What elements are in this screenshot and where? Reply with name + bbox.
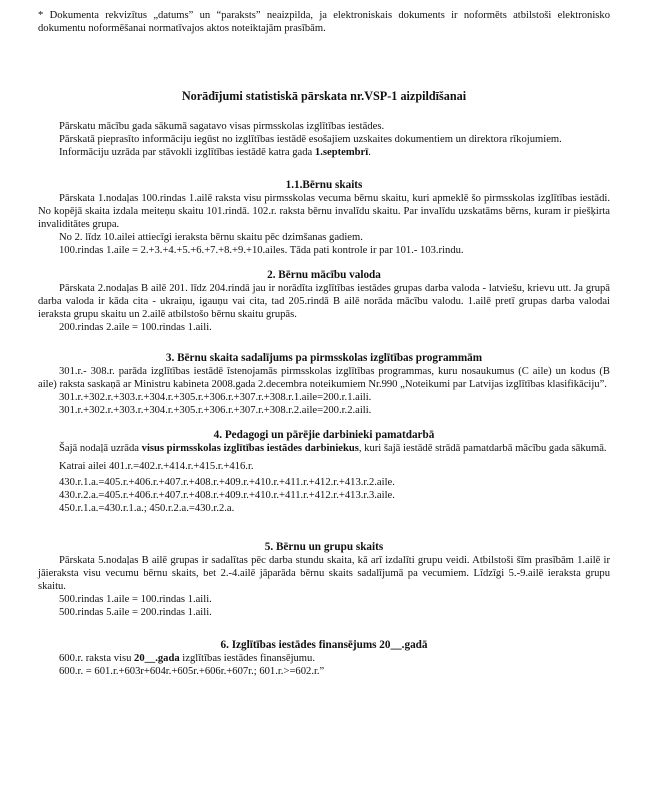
section-4-heading: 4. Pedagogi un pārējie darbinieki pamatdarbā: [213, 429, 435, 441]
section-4-text-end: , kuri šajā iestādē strādā pamatdarbā mācību gada sākumā.: [358, 443, 607, 454]
section-1-1: [38, 179, 610, 257]
section-5: [38, 541, 610, 619]
section-4-text-start: Šajā nodaļā uzrāda: [59, 443, 142, 454]
section-2: [38, 269, 610, 334]
section-2-paragraph-1: Pārskata 2.nodaļas B ailē 201. līdz 204.rindā jau ir norādīta izglītības iestādes grupas darba valoda - latviešu, krievu utt. Ja grupā darba valoda ir kāda cita - ukraiņu, igauņu vai cita, tad 205.rindā B ailē norāda mācību valodu. 1.ailē pretī grupas darba valodai ieraksta grupu skaitu un 2.ailē atbilstošo bērnu skaitu grupās.: [38, 283, 610, 320]
section-6: [38, 639, 610, 678]
section-3-heading: 3. Bērnu skaita sadalījums pa pirmsskolas izglītības programmām: [165, 352, 483, 364]
section-5-paragraph-3: 500.rindas 5.aile = 200.rindas 1.aili.: [59, 607, 212, 618]
section-4: [38, 429, 610, 515]
intro-line-2: Pārskatā pieprasīto informāciju iegūst no izglītības iestādē esošajiem uzskaites dokumentiem un direktora rīkojumiem.: [59, 134, 562, 145]
section-6-paragraph-1: [38, 652, 610, 665]
section-4-paragraph-5: 450.r.1.a.=430.r.1.a.; 450.r.2.a.=430.r.2.a.: [59, 503, 235, 514]
page-title: Norādījumi statistiskā pārskata nr.VSP-1 aizpildīšanai: [181, 89, 467, 103]
section-1-1-paragraph-2: No 2. līdz 10.ailei attiecīgi ieraksta bērnu skaitu pēc dzimšanas gadiem.: [59, 232, 363, 243]
section-6-paragraph-2: 600.r. = 601.r.+603r+604r.+605r.+606r.+607r.; 601.r.>=602.r.”: [59, 666, 325, 677]
section-3-paragraph-3: 301.r.+302.r.+303.r.+304.r.+305.r.+306.r.+307.r.+308.r.2.aile=200.r.2.aili.: [59, 405, 372, 416]
intro-line-3: [59, 146, 610, 159]
section-2-heading: 2. Bērnu mācību valoda: [267, 269, 381, 281]
section-1-1-heading: 1.1.Bērnu skaits: [285, 179, 363, 191]
section-3-paragraph-1: 301.r.- 308.r. parāda izglītības iestādē īstenojamās pirmsskolas izglītības programmas, kuru nosaukumus (C aile) un kodus (B aile) raksta saskaņā ar Ministru kabineta 2008.gada 2.decembra noteikumiem Nr.990 „Noteikumi par Latvijas izglītības klasifikāciju”.: [38, 366, 610, 390]
section-6-text-start: 600.r. raksta visu: [59, 653, 135, 664]
section-5-heading: 5. Bērnu un grupu skaits: [264, 541, 384, 553]
footnote: * Dokumenta rekvizītus „datums” un “paraksts” neaizpilda, ja elektroniskais dokuments ir noformēts atbilstoši elektronisko dokumentu noformēšanai normatīvajos aktos noteiktajām prasībām.: [38, 10, 610, 34]
section-5-paragraph-2: 500.rindas 1.aile = 100.rindas 1.aili.: [59, 594, 212, 605]
intro-date-bold: 1.septembrī: [314, 147, 369, 158]
section-4-paragraph-3: 430.r.1.a.=405.r.+406.r.+407.r.+408.r.+409.r.+410.r.+411.r.+412.r.+413.r.2.aile.: [59, 477, 395, 488]
intro-line-1: Pārskatu mācību gada sākumā sagatavo visas pirmsskolas izglītības iestādes.: [59, 121, 385, 132]
section-4-paragraph-4: 430.r.2.a.=405.r.+406.r.+407.r.+408.r.+409.r.+410.r.+411.r.+412.r.+413.r.3.aile.: [59, 490, 395, 501]
section-3: [38, 352, 610, 417]
section-1-1-paragraph-1: Pārskata 1.nodaļas 100.rindas 1.ailē raksta visu pirmsskolas vecuma bērnu skaitu, kuri apmeklē šo pirmsskolas izglītības iestādi. No kopējā skaita izdala meiteņu skaitu 101.rindā. 102.r. raksta bērnu invalīdu skaitu. Par invalīdu uzskatāms bērns, kuram ir piešķirta invaliditātes grupa.: [38, 193, 610, 230]
section-6-text-end: izglītības iestādes finansējumu.: [179, 653, 315, 664]
section-6-heading: 6. Izglītības iestādes finansējums 20__.gadā: [220, 639, 428, 651]
section-5-paragraph-1: Pārskata 5.nodaļas B ailē grupas ir sadalītas pēc darba stundu skaita, kā arī izdalīti grupu veidi. Atbilstoši šīm prasībām 1.ailē ir jāieraksta visu vecumu bērnu skaits, bet 2.-4.ailē jāparāda bērnu skaits sadalījumā pa vecumiem. Līdzīgi 5.-9.ailē ieraksta grupu skaitu.: [38, 555, 610, 592]
section-1-1-paragraph-3: 100.rindas 1.aile = 2.+3.+4.+5.+6.+7.+8.+9.+10.ailes. Tāda pati kontrole ir par 101.- 103.rindu.: [59, 245, 464, 256]
section-2-paragraph-2: 200.rindas 2.aile = 100.rindas 1.aili.: [59, 322, 212, 333]
section-4-paragraph-2: Katrai ailei 401.r.=402.r.+414.r.+415.r.+416.r.: [59, 461, 254, 472]
intro-section: [38, 120, 610, 159]
intro-line-3-text: Informāciju uzrāda par stāvokli izglītības iestādē katra gada: [59, 147, 315, 158]
document-page: [38, 8, 610, 678]
section-4-paragraph-1: [38, 442, 610, 455]
intro-line-3-end: .: [368, 147, 371, 158]
section-6-bold-year: 20__.gada: [134, 653, 180, 664]
section-4-bold-text: visus pirmsskolas izglītības iestādes darbiniekus: [141, 443, 359, 454]
section-3-paragraph-2: 301.r.+302.r.+303.r.+304.r.+305.r.+306.r.+307.r.+308.r.1.aile=200.r.1.aili.: [59, 392, 372, 403]
